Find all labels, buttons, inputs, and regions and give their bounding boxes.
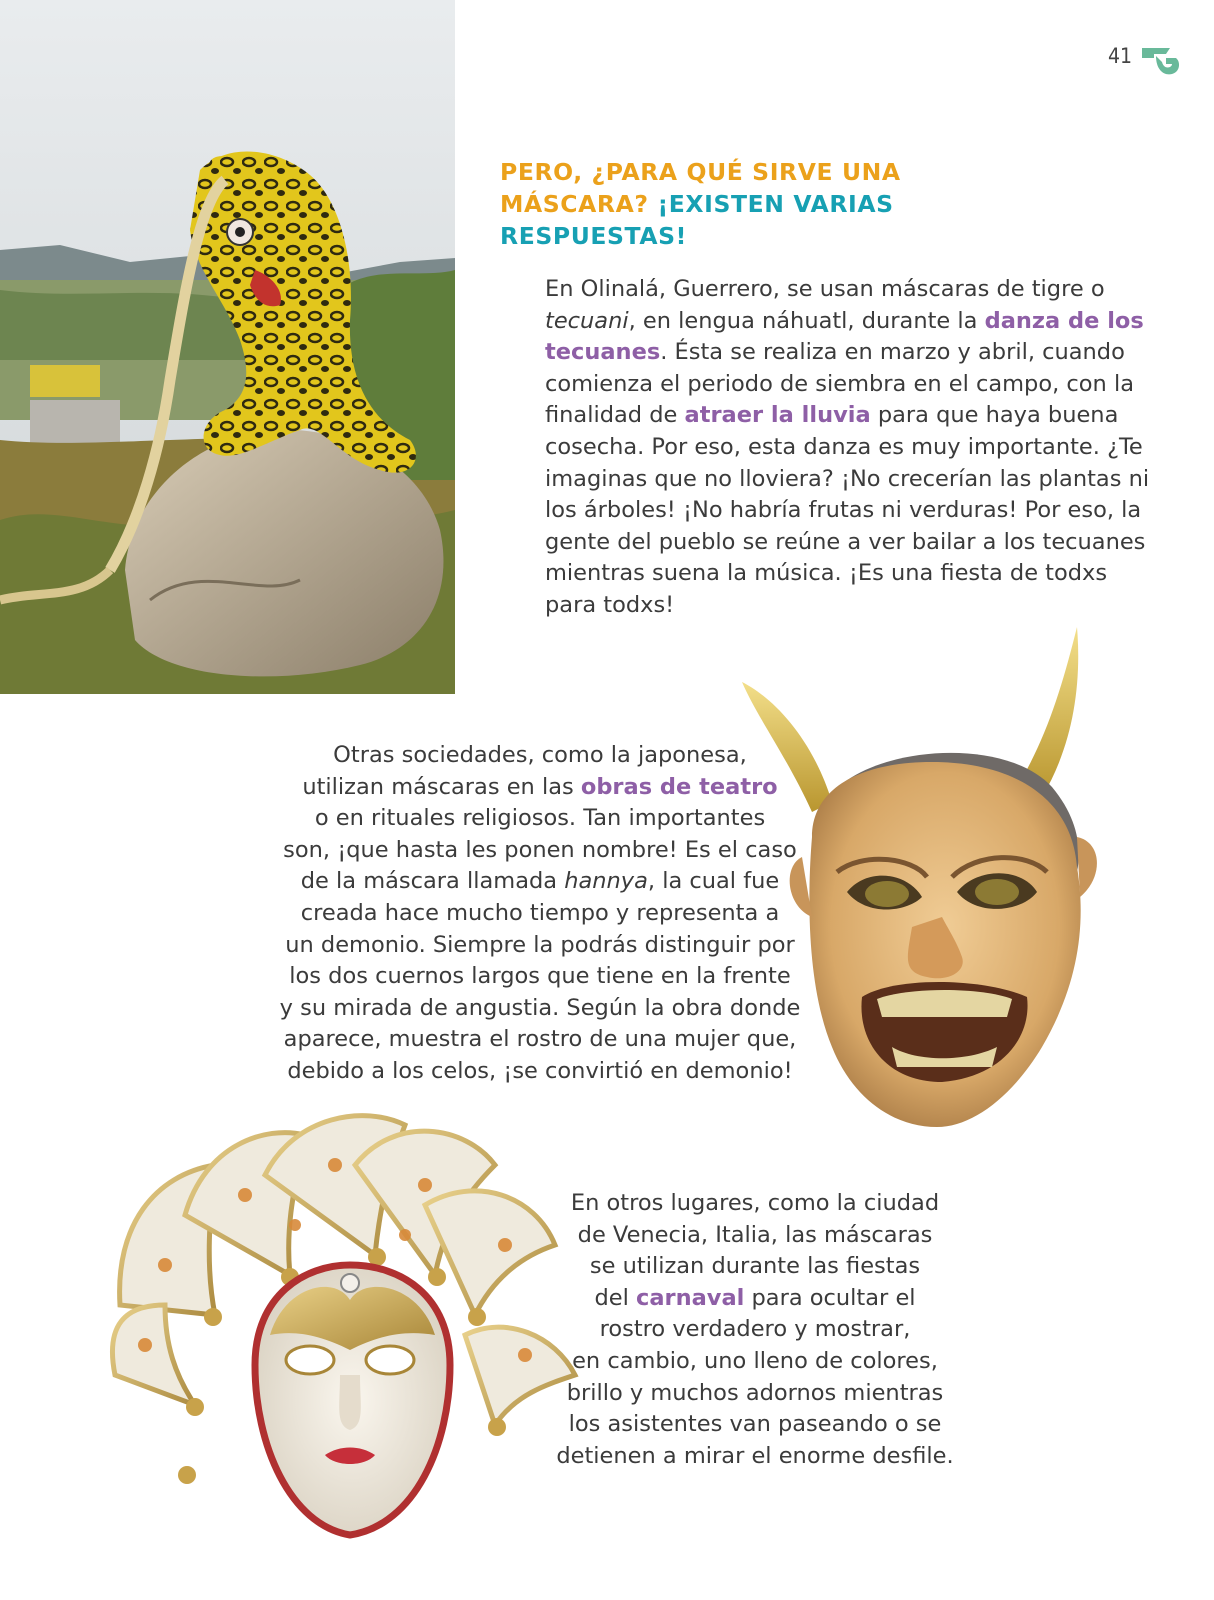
text-line: se utilizan durante las fiestas	[589, 1253, 921, 1280]
text-line: brillo y muchos adornos mientras	[566, 1379, 944, 1406]
text-fragment: de la máscara llamada	[300, 868, 565, 895]
text-line: o en rituales religiosos. Tan importantes	[314, 805, 766, 832]
text-fragment: finalidad de	[545, 402, 685, 429]
text-line	[515, 1283, 995, 1315]
text-line: son, ¡que hasta les ponen nombre! Es el caso	[283, 836, 797, 863]
text-line: un demonio. Siempre la podrás distinguir por	[285, 931, 795, 958]
text-line: cosecha. Por eso, esta danza es muy importante. ¿Te	[545, 433, 1143, 460]
text-line: En Olinalá, Guerrero, se usan máscaras de tigre o	[545, 276, 1105, 302]
text-line: Otras sociedades, como la japonesa,	[333, 742, 747, 768]
publisher-logo-icon	[1140, 44, 1182, 78]
paragraph-carnaval	[515, 1188, 995, 1472]
text-fragment: para que haya buena	[870, 402, 1119, 429]
text-line: los asistentes van paseando o se	[568, 1411, 942, 1438]
text-line: y su mirada de angustia. Según la obra donde	[279, 994, 801, 1021]
text-line	[250, 772, 830, 804]
highlight-obras-teatro: obras de teatro	[580, 773, 778, 800]
text-line: aparece, muestra el rostro de una mujer que,	[283, 1026, 797, 1053]
page-number: 41	[1108, 44, 1133, 68]
text-line: en cambio, uno lleno de colores,	[572, 1347, 938, 1374]
text-fragment: , la cual fue	[647, 868, 780, 895]
term-hannya: hannya	[564, 868, 648, 895]
heading-part-1: PERO, ¿PARA QUÉ SIRVE UNA	[500, 158, 901, 186]
section-heading	[500, 156, 920, 252]
text-fragment: para ocultar el	[744, 1284, 916, 1311]
text-line	[545, 400, 1185, 432]
highlight-atraer-lluvia: atraer la lluvia	[684, 402, 871, 429]
text-line	[545, 337, 1185, 369]
tecuani-dancer-photo	[0, 0, 455, 694]
text-line: En otros lugares, como la ciudad	[570, 1190, 940, 1216]
text-line	[545, 306, 1185, 338]
text-fragment: utilizan máscaras en las	[302, 773, 581, 800]
text-line: para todxs!	[545, 591, 675, 618]
text-line: creada hace mucho tiempo y representa a	[300, 899, 780, 926]
text-line	[250, 866, 830, 898]
heading-part-2: MÁSCARA?	[500, 190, 649, 218]
text-line: rostro verdadero y mostrar,	[599, 1316, 911, 1343]
text-line: comienza el periodo de siembra en el campo, con la	[545, 370, 1134, 397]
text-fragment: del	[594, 1284, 636, 1311]
paragraph-tecuanes	[545, 274, 1185, 622]
text-line: mientras suena la música. ¡Es una fiesta de todxs	[545, 560, 1108, 587]
text-fragment: . Ésta se realiza en marzo y abril, cuando	[660, 339, 1125, 366]
heading-part-3: ¡EXISTEN VARIAS	[657, 190, 894, 218]
text-line: imaginas que no lloviera? ¡No crecerían las plantas ni	[545, 465, 1150, 492]
text-line: debido a los celos, ¡se convirtió en demonio!	[287, 1057, 793, 1084]
text-line: los dos cuernos largos que tiene en la frente	[289, 963, 791, 990]
text-line: detienen a mirar el enorme desfile.	[556, 1442, 954, 1469]
term-tecuani: tecuani	[545, 307, 629, 334]
paragraph-hannya	[250, 740, 830, 1088]
highlight-carnaval: carnaval	[635, 1284, 745, 1311]
heading-part-4: RESPUESTAS!	[500, 222, 687, 250]
text-line: gente del pueblo se reúne a ver bailar a los tecuanes	[545, 528, 1146, 555]
highlight-tecuanes: tecuanes	[545, 339, 661, 366]
text-fragment: , en lengua náhuatl, durante la	[628, 307, 985, 334]
highlight-danza-tecuanes: danza de los	[984, 307, 1144, 334]
text-line: de Venecia, Italia, las máscaras	[577, 1221, 933, 1248]
text-line: los árboles! ¡No habría frutas ni verduras! Por eso, la	[545, 497, 1142, 524]
